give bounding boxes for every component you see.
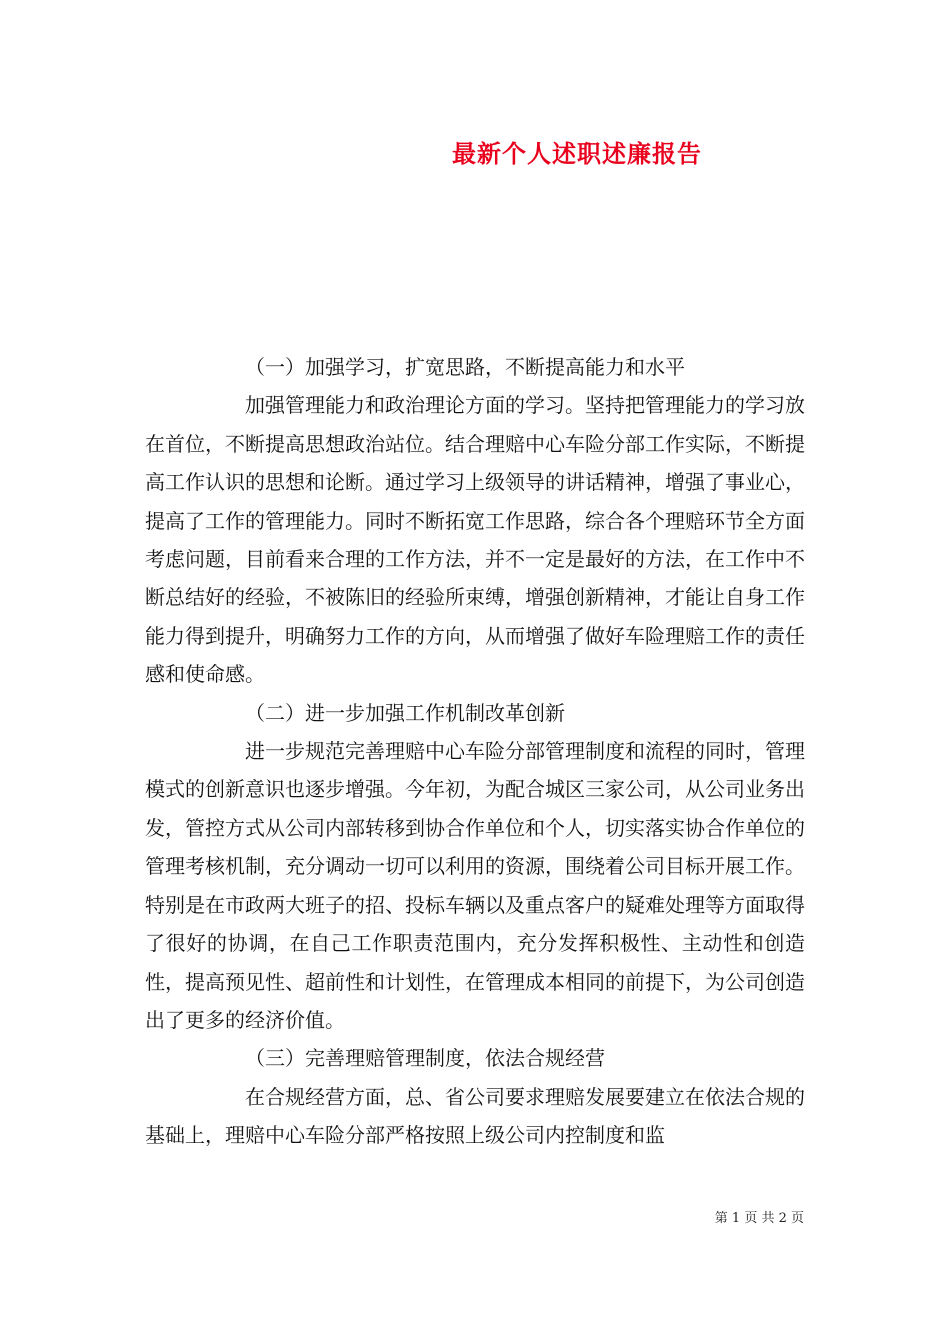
page-number-footer: 第 1 页 共 2 页 (714, 1211, 804, 1226)
section-2-heading: （二）进一步加强工作机制改革创新 (245, 700, 565, 725)
document-body (145, 348, 805, 1155)
section-1-paragraph: 加强管理能力和政治理论方面的学习。坚持把管理能力的学习放在首位，不断提高思想政治站位。结合理赔中心车险分部工作实际，不断提高工作认识的思想和论断。通过学习上级领导的讲话精神，增强了事业心，提高了工作的管理能力。同时不断拓宽工作思路，综合各个理赔环节全方面考虑问题，目前看来合理的工作方法，并不一定是最好的方法，在工作中不断总结好的经验，不被陈旧的经验所束缚，增强创新精神，才能让自身工作能力得到提升，明确努力工作的方向，从而增强了做好车险理赔工作的责任感和使命感。 (145, 393, 805, 687)
section-1-heading: （一）加强学习，扩宽思路，不断提高能力和水平 (245, 355, 685, 379)
section-3-paragraph: 在合规经营方面，总、省公司要求理赔发展要建立在依法合规的基础上，理赔中心车险分部严格按照上级公司内控制度和监 (145, 1084, 805, 1148)
section-3-heading: （三）完善理赔管理制度，依法合规经营 (245, 1046, 605, 1071)
document-title: 最新个人述职述廉报告 (452, 139, 702, 168)
section-2-paragraph: 进一步规范完善理赔中心车险分部管理制度和流程的同时，管理模式的创新意识也逐步增强。今年初，为配合城区三家公司，从公司业务出发，管控方式从公司内部转移到协合作单位和个人，切实落实协合作单位的管理考核机制，充分调动一切可以利用的资源，围绕着公司目标开展工作。特别是在市政两大班子的招、投标车辆以及重点客户的疑难处理等方面取得了很好的协调，在自己工作职责范围内，充分发挥积极性、主动性和创造性，提高预见性、超前性和计划性，在管理成本相同的前提下，为公司创造出了更多的经济价值。 (145, 739, 805, 1032)
